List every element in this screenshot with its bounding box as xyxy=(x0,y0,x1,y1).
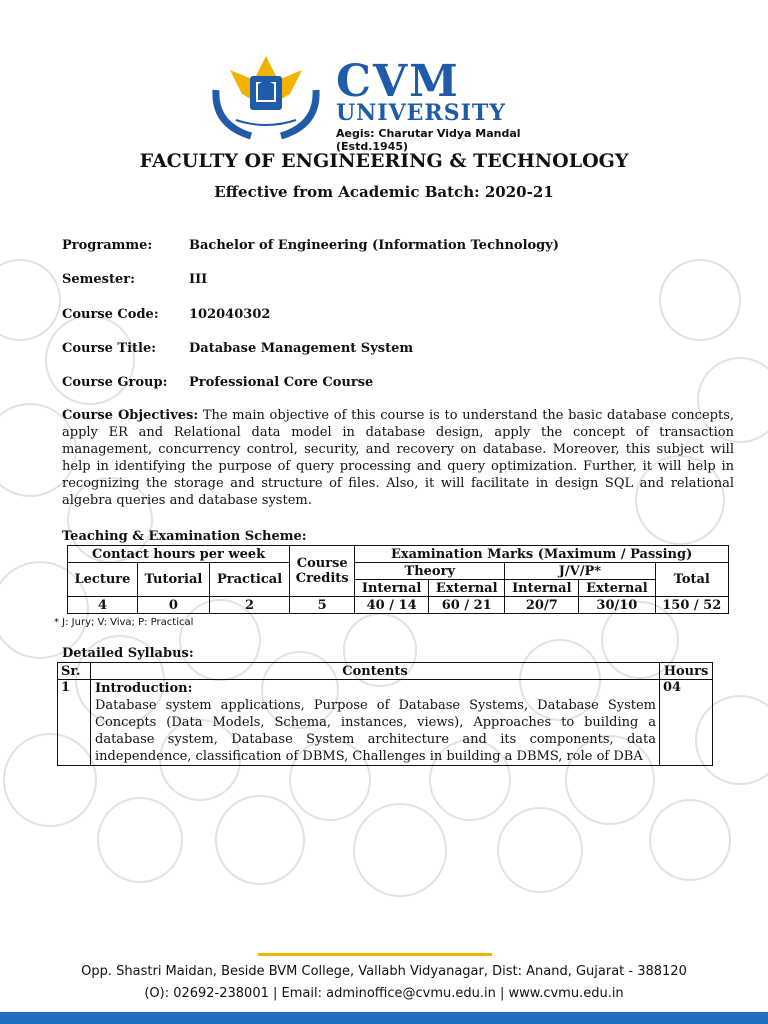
syllabus-table xyxy=(57,662,713,766)
header-course-credits: Course Credits xyxy=(290,546,355,597)
scheme-footnote: * J: Jury; V: Viva; P: Practical xyxy=(54,617,194,628)
value-theory-internal: 40 / 14 xyxy=(355,597,429,614)
value-tutorial: 0 xyxy=(137,597,209,614)
university-logo xyxy=(206,50,546,153)
value-jvp-external: 30/10 xyxy=(579,597,655,614)
header-theory-external: External xyxy=(429,580,505,597)
value-credits: 5 xyxy=(290,597,355,614)
row-hours: 04 xyxy=(660,680,713,766)
faculty-title: FACULTY OF ENGINEERING & TECHNOLOGY xyxy=(139,150,629,172)
header-contact-hours: Contact hours per week xyxy=(68,546,290,563)
brand-aegis: Aegis: Charutar Vidya Mandal (Estd.1945) xyxy=(336,127,521,153)
header-hours: Hours xyxy=(660,663,713,680)
value-jvp-internal: 20/7 xyxy=(505,597,579,614)
info-label: Semester: xyxy=(62,272,135,287)
header-practical: Practical xyxy=(209,563,289,597)
scheme-title: Teaching & Examination Scheme: xyxy=(62,529,307,544)
objectives-text: The main objective of this course is to understand the basic database concepts, apply ER and Relational data model in database design, apply the concept of transaction management, concurrency control, security, and recovery on database. Moreover, this subject will help in identifying the purpose of query processing and query optimization. Further, it will help in recognizing the storage and structure of files. Also, it will facilitate in design SQL and relational algebra queries and database system. xyxy=(62,408,734,508)
batch-subtitle: Effective from Academic Batch: 2020-21 xyxy=(214,183,554,201)
teaching-exam-scheme-table xyxy=(67,545,729,614)
row-text: Database system applications, Purpose of Database Systems, Database System Concepts (Data Models, Schema, instances, views), Approaches to building a database system, Database System architecture and its components, data independence, classification of DBMS, Challenges in building a DBMS, role of DBA xyxy=(95,698,656,764)
objectives-label: Course Objectives: xyxy=(62,408,199,423)
header-jvp: J/V/P* xyxy=(505,563,655,580)
info-course-group xyxy=(62,375,373,390)
row-contents xyxy=(91,680,660,766)
info-programme xyxy=(62,238,559,253)
row-sr: 1 xyxy=(58,680,91,766)
info-value: Database Management System xyxy=(189,341,414,356)
info-value: Bachelor of Engineering (Information Technology) xyxy=(189,238,559,253)
footer-address: Opp. Shastri Maidan, Beside BVM College, Vallabh Vidyanagar, Dist: Anand, Gujarat - 388120 xyxy=(81,964,687,979)
footer-bar xyxy=(0,1012,768,1024)
header-theory: Theory xyxy=(355,563,505,580)
row-heading: Introduction: xyxy=(95,681,193,696)
syllabus-title: Detailed Syllabus: xyxy=(62,646,194,661)
value-lecture: 4 xyxy=(68,597,138,614)
footer-accent-line xyxy=(258,953,492,956)
header-sr: Sr. xyxy=(58,663,91,680)
value-total: 150 / 52 xyxy=(655,597,728,614)
header-jvp-internal: Internal xyxy=(505,580,579,597)
header-contents: Contents xyxy=(91,663,660,680)
header-jvp-external: External xyxy=(579,580,655,597)
university-emblem-icon xyxy=(206,50,326,142)
header-theory-internal: Internal xyxy=(355,580,429,597)
info-value: 102040302 xyxy=(189,307,271,322)
info-semester xyxy=(62,272,207,287)
info-course-title xyxy=(62,341,413,356)
brand-subtitle: UNIVERSITY xyxy=(336,100,506,126)
course-objectives xyxy=(62,407,734,509)
header-lecture: Lecture xyxy=(68,563,138,597)
info-value: III xyxy=(189,272,208,287)
header-tutorial: Tutorial xyxy=(137,563,209,597)
table-row xyxy=(58,680,713,766)
header-exam-marks: Examination Marks (Maximum / Passing) xyxy=(355,546,729,563)
info-course-code xyxy=(62,307,270,322)
info-label: Course Code: xyxy=(62,307,159,322)
value-theory-external: 60 / 21 xyxy=(429,597,505,614)
info-value: Professional Core Course xyxy=(189,375,374,390)
brand-name: CVM xyxy=(336,56,460,107)
header-total: Total xyxy=(655,563,728,597)
table-row xyxy=(68,597,729,614)
info-label: Course Title: xyxy=(62,341,157,356)
footer-contact: (O): 02692-238001 | Email: adminoffice@cvmu.edu.in | www.cvmu.edu.in xyxy=(144,986,624,1001)
info-label: Programme: xyxy=(62,238,153,253)
value-practical: 2 xyxy=(209,597,289,614)
info-label: Course Group: xyxy=(62,375,168,390)
